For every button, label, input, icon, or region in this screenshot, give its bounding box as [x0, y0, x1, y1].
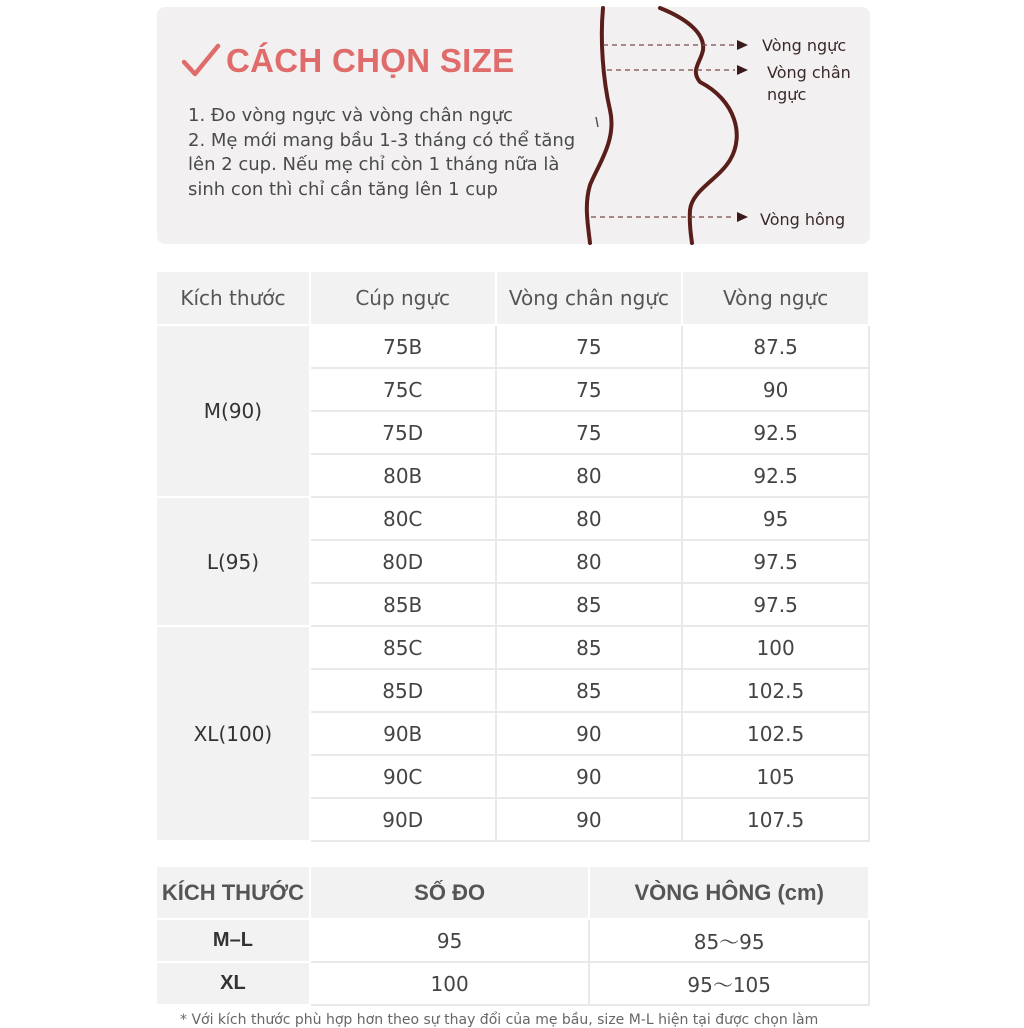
guide-title: [180, 40, 514, 82]
label-underbust-1: Vòng chân: [767, 63, 851, 82]
underbust-cell: 80: [496, 497, 683, 540]
table-header-row: [157, 867, 869, 919]
cup-cell: 75D: [310, 411, 496, 454]
cup-cell: 80D: [310, 540, 496, 583]
cup-cell: 80C: [310, 497, 496, 540]
bust-cell: 102.5: [682, 712, 869, 755]
table-row: [157, 962, 869, 1005]
cup-cell: 85C: [310, 626, 496, 669]
cup-cell: 85B: [310, 583, 496, 626]
hip-size-table: [157, 867, 870, 1006]
cup-cell: 90D: [310, 798, 496, 841]
underbust-cell: 80: [496, 454, 683, 497]
hip-cell: 95～105: [589, 962, 869, 1005]
instruction-1: 1. Đo vòng ngực và vòng chân ngực: [188, 105, 513, 126]
table-row: [157, 626, 869, 669]
label-hip: Vòng hông: [760, 210, 846, 229]
guide-title-text: CÁCH CHỌN SIZE: [226, 42, 515, 79]
header-size: KÍCH THƯỚC: [157, 867, 310, 919]
table-row: [157, 919, 869, 962]
underbust-cell: 85: [496, 626, 683, 669]
underbust-cell: 75: [496, 368, 683, 411]
header-measurement: SỐ ĐO: [310, 867, 590, 919]
size-cell: M–L: [157, 919, 310, 962]
footnote: * Với kích thước phù hợp hơn theo sự thay đổi của mẹ bầu, size M-L hiện tại được chọn làm: [180, 1012, 819, 1028]
header-hip: VÒNG HÔNG (cm): [589, 867, 869, 919]
cup-cell: 75C: [310, 368, 496, 411]
header-cup: Cúp ngực: [310, 272, 496, 325]
bust-cell: 92.5: [682, 411, 869, 454]
size-group-l: L(95): [157, 497, 310, 626]
bust-cell: 87.5: [682, 325, 869, 368]
hip-cell: 85～95: [589, 919, 869, 962]
table-header-row: [157, 272, 869, 325]
table-row: [157, 325, 869, 368]
body-silhouette-figure: [570, 0, 750, 245]
cup-cell: 90C: [310, 755, 496, 798]
bust-cell: 90: [682, 368, 869, 411]
bust-cell: 105: [682, 755, 869, 798]
checkmark-icon: [180, 40, 222, 82]
bust-cell: 97.5: [682, 583, 869, 626]
underbust-cell: 80: [496, 540, 683, 583]
instruction-2: 2. Mẹ mới mang bầu 1-3 tháng có thể tăng lên 2 cup. Nếu mẹ chỉ còn 1 tháng nữa là sinh con thì chỉ cần tăng lên 1 cup: [188, 129, 576, 200]
bust-cell: 97.5: [682, 540, 869, 583]
measurement-cell: 100: [310, 962, 590, 1005]
bust-cell: 95: [682, 497, 869, 540]
bust-cell: 92.5: [682, 454, 869, 497]
underbust-cell: 85: [496, 669, 683, 712]
bust-cell: 107.5: [682, 798, 869, 841]
size-group-m: M(90): [157, 325, 310, 497]
size-cell: XL: [157, 962, 310, 1005]
bra-size-table: [157, 272, 870, 842]
label-underbust-2: ngực: [767, 85, 807, 104]
bust-cell: 100: [682, 626, 869, 669]
size-group-xl: XL(100): [157, 626, 310, 841]
cup-cell: 80B: [310, 454, 496, 497]
bust-cell: 102.5: [682, 669, 869, 712]
header-underbust: Vòng chân ngực: [496, 272, 683, 325]
underbust-cell: 75: [496, 325, 683, 368]
underbust-cell: 90: [496, 712, 683, 755]
underbust-cell: 90: [496, 755, 683, 798]
header-bust: Vòng ngực: [682, 272, 869, 325]
measurement-cell: 95: [310, 919, 590, 962]
underbust-cell: 90: [496, 798, 683, 841]
instructions: [188, 104, 588, 202]
cup-cell: 75B: [310, 325, 496, 368]
cup-cell: 90B: [310, 712, 496, 755]
header-size: Kích thước: [157, 272, 310, 325]
cup-cell: 85D: [310, 669, 496, 712]
label-bust: Vòng ngực: [762, 36, 847, 55]
underbust-cell: 85: [496, 583, 683, 626]
underbust-cell: 75: [496, 411, 683, 454]
table-row: [157, 497, 869, 540]
